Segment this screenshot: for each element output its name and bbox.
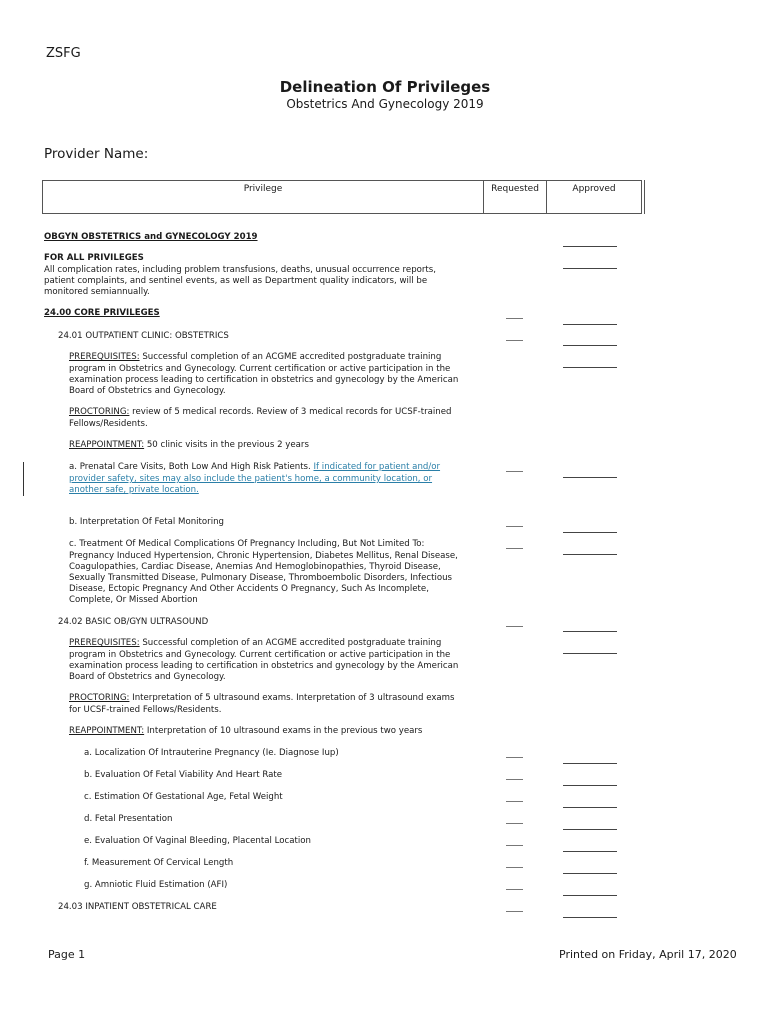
requested-line[interactable]	[506, 823, 523, 824]
approved-line[interactable]	[563, 763, 617, 764]
approved-line[interactable]	[563, 532, 617, 533]
approved-line[interactable]	[563, 477, 617, 478]
all-privileges-line: patient complaints, and sentinel events, as well as Department quality indicators, will be	[44, 276, 428, 286]
ultrasound-item: d. Fetal Presentation	[84, 814, 173, 824]
requested-line[interactable]	[506, 526, 523, 527]
proctoring-line: for UCSF-trained Fellows/Residents.	[69, 705, 222, 715]
margin-change-bar	[23, 462, 24, 496]
printed-date: Printed on Friday, April 17, 2020	[559, 948, 737, 961]
approved-line[interactable]	[563, 554, 617, 555]
approved-line[interactable]	[563, 785, 617, 786]
proctoring-label: PROCTORING:	[69, 693, 130, 703]
proctoring-line: Fellows/Residents.	[69, 419, 148, 429]
prerequisites-line: program in Obstetrics and Gynecology. Current certification or active participation in the	[69, 364, 451, 374]
approved-line[interactable]	[563, 895, 617, 896]
prerequisites-text	[69, 352, 441, 363]
prerequisites-line: Board of Obstetrics and Gynecology.	[69, 672, 226, 682]
approved-line[interactable]	[563, 631, 617, 632]
ultrasound-item: c. Estimation Of Gestational Age, Fetal Weight	[84, 792, 283, 802]
ultrasound-item: g. Amniotic Fluid Estimation (AFI)	[84, 880, 228, 890]
proctoring-text	[69, 407, 452, 418]
approved-line[interactable]	[563, 851, 617, 852]
approved-line[interactable]	[563, 807, 617, 808]
requested-line[interactable]	[506, 548, 523, 549]
requested-line[interactable]	[506, 779, 523, 780]
prerequisites-line: Successful completion of an ACGME accredited postgraduate training	[139, 352, 442, 362]
approved-line[interactable]	[563, 367, 617, 368]
privilege-item-a-link[interactable]: provider safety, sites may also include the patient's home, a community location, or	[69, 474, 433, 484]
reappointment-line: 50 clinic visits in the previous 2 years	[144, 440, 309, 450]
ultrasound-item: a. Localization Of Intrauterine Pregnancy (Ie. Diagnose Iup)	[84, 748, 339, 758]
all-privileges-line: monitored semiannually.	[44, 287, 150, 297]
privilege-item-c-line: Coagulopathies, Cardiac Disease, Anemias And Hemoglobinopathies, Thyroid Disease,	[69, 562, 441, 572]
page-subtitle: Obstetrics And Gynecology 2019	[286, 97, 484, 111]
approved-line[interactable]	[563, 324, 617, 325]
requested-column-header: Requested	[484, 181, 547, 213]
provider-name-label: Provider Name:	[44, 146, 149, 162]
page-title: Delineation Of Privileges	[279, 78, 491, 96]
approved-line[interactable]	[563, 345, 617, 346]
privilege-item-c-line: Pregnancy Induced Hypertension, Chronic Hypertension, Diabetes Mellitus, Renal Disease,	[69, 551, 458, 561]
privilege-item-c-line: c. Treatment Of Medical Complications Of Pregnancy Including, But Not Limited To:	[69, 539, 425, 549]
requested-line[interactable]	[506, 318, 523, 319]
approved-line[interactable]	[563, 917, 617, 918]
proctoring-line: Interpretation of 5 ultrasound exams. Interpretation of 3 ultrasound exams	[129, 693, 455, 703]
privilege-item-a	[69, 462, 440, 473]
section-title: OBGYN OBSTETRICS and GYNECOLOGY 2019	[44, 232, 258, 242]
proctoring-line: review of 5 medical records. Review of 3 medical records for UCSF-trained	[129, 407, 452, 417]
requested-line[interactable]	[506, 626, 523, 627]
page-number: Page 1	[48, 948, 86, 961]
privilege-column-header: Privilege	[43, 181, 484, 213]
requested-line[interactable]	[506, 801, 523, 802]
approved-line[interactable]	[563, 873, 617, 874]
reappointment-text	[69, 726, 422, 737]
requested-line[interactable]	[506, 845, 523, 846]
privilege-item-a-link[interactable]: If indicated for patient and/or	[313, 462, 441, 472]
reappointment-label: REAPPOINTMENT:	[69, 440, 145, 450]
privilege-item-b: b. Interpretation Of Fetal Monitoring	[69, 517, 224, 527]
requested-line[interactable]	[506, 889, 523, 890]
requested-line[interactable]	[506, 867, 523, 868]
privilege-item-c-line: Sexually Transmitted Disease, Pulmonary Disease, Thromboembolic Disorders, Infectious	[69, 573, 453, 583]
prerequisites-text	[69, 638, 441, 649]
all-privileges-line: All complication rates, including problem transfusions, deaths, unusual occurrence reports,	[44, 265, 437, 275]
requested-line[interactable]	[506, 340, 523, 341]
section-24-03-title: 24.03 INPATIENT OBSTETRICAL CARE	[58, 902, 217, 912]
requested-line[interactable]	[506, 757, 523, 758]
reappointment-label: REAPPOINTMENT:	[69, 726, 145, 736]
approved-line[interactable]	[563, 268, 617, 269]
reappointment-text	[69, 440, 309, 451]
ultrasound-item: e. Evaluation Of Vaginal Bleeding, Placental Location	[84, 836, 311, 846]
proctoring-text	[69, 693, 455, 704]
requested-line[interactable]	[506, 471, 523, 472]
prerequisites-line: examination process leading to certification in obstetrics and gynecology by the American	[69, 375, 459, 385]
organization-label: ZSFG	[46, 46, 81, 61]
prerequisites-label: PREREQUISITES:	[69, 638, 140, 648]
core-privileges-title: 24.00 CORE PRIVILEGES	[44, 308, 160, 318]
section-24-01-title: 24.01 OUTPATIENT CLINIC: OBSTETRICS	[58, 331, 229, 341]
prerequisites-line: Successful completion of an ACGME accredited postgraduate training	[139, 638, 442, 648]
approved-column-header: Approved	[572, 184, 616, 194]
privilege-item-c-line: Disease, Ectopic Pregnancy And Other Accidents O Pregnancy, Such As Incomplete,	[69, 584, 429, 594]
privileges-table-header	[42, 180, 642, 214]
prerequisites-line: program in Obstetrics and Gynecology. Current certification or active participation in the	[69, 650, 451, 660]
approved-line[interactable]	[563, 246, 617, 247]
privilege-item-a-link[interactable]: another safe, private location.	[69, 485, 199, 495]
section-24-02-title: 24.02 BASIC OB/GYN ULTRASOUND	[58, 617, 209, 627]
privilege-item-c-line: Complete, Or Missed Abortion	[69, 595, 198, 605]
prerequisites-label: PREREQUISITES:	[69, 352, 140, 362]
approved-line[interactable]	[563, 653, 617, 654]
table-edge	[641, 180, 645, 214]
privilege-item-a-label: a. Prenatal Care Visits, Both Low And High Risk Patients.	[69, 462, 314, 472]
prerequisites-line: examination process leading to certification in obstetrics and gynecology by the American	[69, 661, 459, 671]
ultrasound-item: f. Measurement Of Cervical Length	[84, 858, 234, 868]
ultrasound-item: b. Evaluation Of Fetal Viability And Heart Rate	[84, 770, 283, 780]
all-privileges-title: FOR ALL PRIVILEGES	[44, 253, 144, 263]
approved-line[interactable]	[563, 829, 617, 830]
requested-line[interactable]	[506, 911, 523, 912]
reappointment-line: Interpretation of 10 ultrasound exams in the previous two years	[144, 726, 423, 736]
proctoring-label: PROCTORING:	[69, 407, 130, 417]
prerequisites-line: Board of Obstetrics and Gynecology.	[69, 386, 226, 396]
